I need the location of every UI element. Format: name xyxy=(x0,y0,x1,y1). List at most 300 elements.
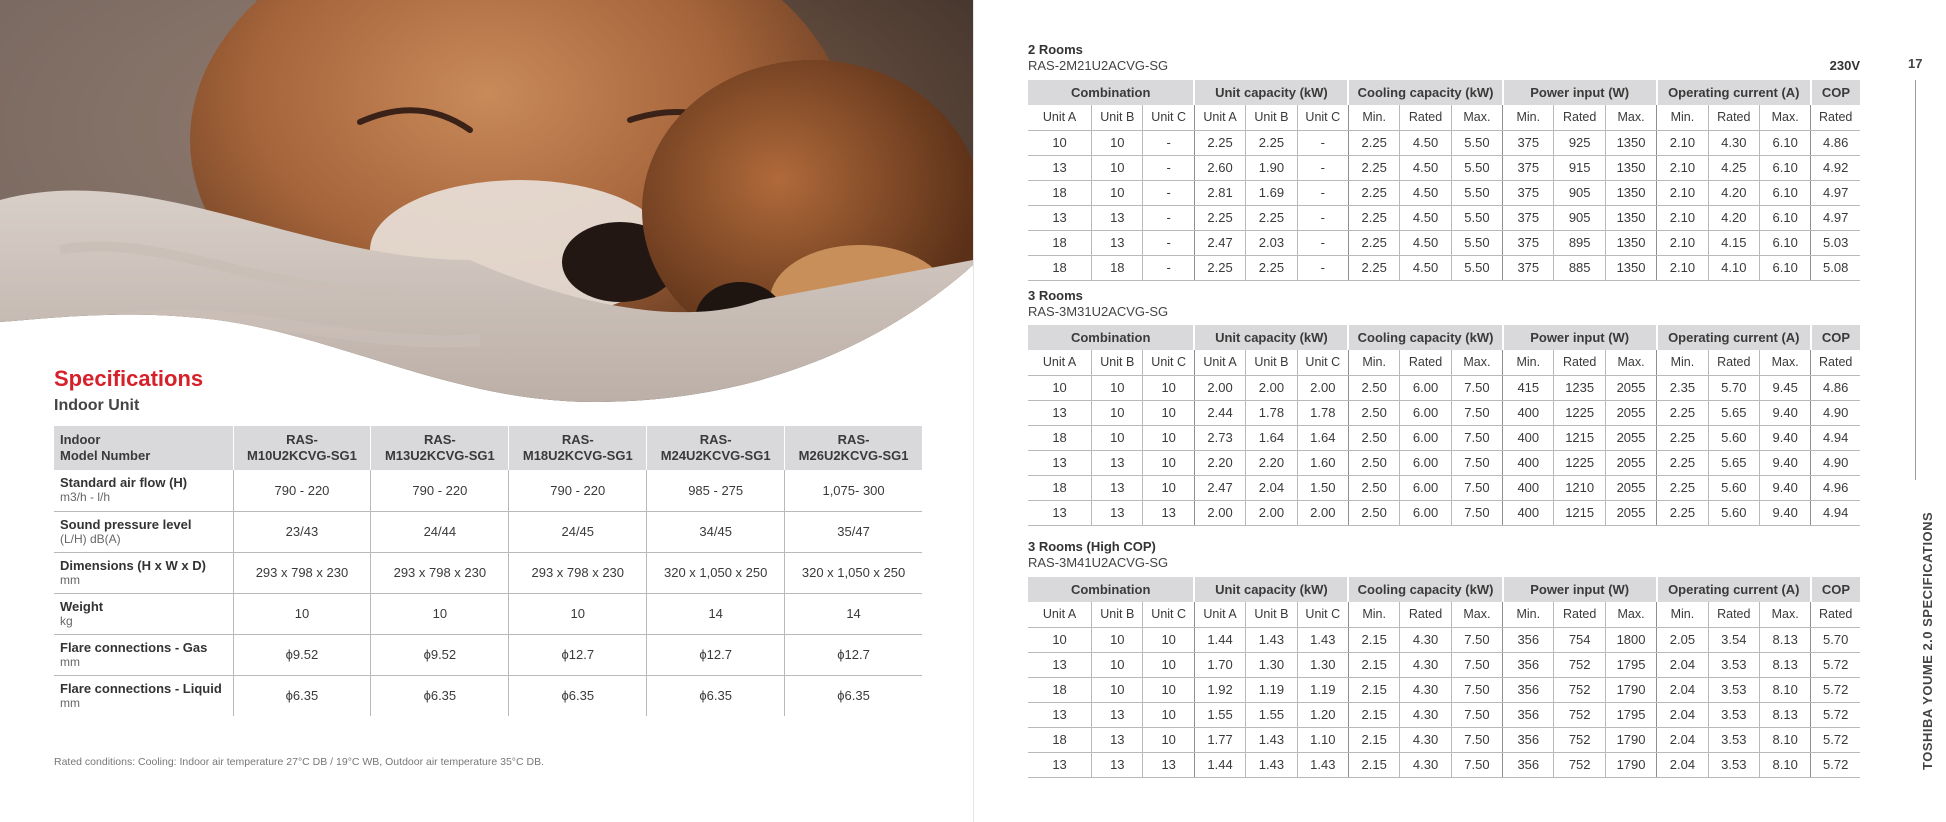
table-cell: 9.45 xyxy=(1759,375,1810,400)
table-row xyxy=(1028,205,1860,230)
table-cell: 5.72 xyxy=(1811,677,1860,702)
table-cell: 2.20 xyxy=(1246,450,1297,475)
sub-header: Unit C xyxy=(1143,350,1194,375)
sub-header: Unit B xyxy=(1092,602,1143,627)
sub-header: Rated xyxy=(1811,350,1860,375)
table-cell: 10 xyxy=(1092,130,1143,155)
table-cell: 1790 xyxy=(1605,727,1656,752)
sub-header: Max. xyxy=(1605,105,1656,130)
table-cell: 8.10 xyxy=(1759,727,1810,752)
table-cell: 2.25 xyxy=(1246,255,1297,280)
table-cell: 2.04 xyxy=(1657,702,1708,727)
group-header: Operating current (A) xyxy=(1657,80,1811,105)
table-cell: 1.78 xyxy=(1246,400,1297,425)
table-cell: 2.60 xyxy=(1194,155,1245,180)
table-cell: 1.43 xyxy=(1246,752,1297,777)
table-cell: 5.60 xyxy=(1708,425,1759,450)
table-cell: 13 xyxy=(1028,500,1092,525)
spec-unit: mm xyxy=(60,572,80,587)
table-cell: 3.53 xyxy=(1708,652,1759,677)
table-row xyxy=(1028,130,1860,155)
table-cell: - xyxy=(1143,230,1194,255)
table-cell: 13 xyxy=(1028,205,1092,230)
table-cell: - xyxy=(1297,130,1348,155)
table-cell: 6.00 xyxy=(1400,500,1451,525)
sub-header: Unit A xyxy=(1028,350,1092,375)
table-cell: 1790 xyxy=(1605,752,1656,777)
table-cell: 5.50 xyxy=(1451,130,1502,155)
table-cell: 6.00 xyxy=(1400,425,1451,450)
table-cell: 7.50 xyxy=(1451,752,1502,777)
table-cell: - xyxy=(1143,255,1194,280)
spec-value-cell: ϕ6.35 xyxy=(371,675,509,716)
table-cell: 10 xyxy=(1143,702,1194,727)
table-cell: 1.20 xyxy=(1297,702,1348,727)
table-cell: 5.60 xyxy=(1708,475,1759,500)
rated-conditions-note: Rated conditions: Cooling: Indoor air temperature 27°C DB / 19°C WB, Outdoor air temperature 35°C DB. xyxy=(54,756,544,768)
block-head-2-rooms xyxy=(1028,42,1860,73)
sub-header: Min. xyxy=(1503,350,1554,375)
table-cell: 13 xyxy=(1092,500,1143,525)
table-cell: 2.25 xyxy=(1348,230,1399,255)
table-cell: 925 xyxy=(1554,130,1605,155)
table-cell: 3.53 xyxy=(1708,727,1759,752)
sub-header: Unit B xyxy=(1246,350,1297,375)
table-cell: 2055 xyxy=(1605,375,1656,400)
table-cell: 4.30 xyxy=(1400,727,1451,752)
spec-label: Weight xyxy=(60,598,104,614)
table-cell: 4.30 xyxy=(1400,702,1451,727)
spec-value-cell: 985 - 275 xyxy=(647,470,785,511)
table-cell: 18 xyxy=(1028,255,1092,280)
table-cell: 10 xyxy=(1092,627,1143,652)
indoor-spec-row xyxy=(54,552,922,593)
spec-label-cell xyxy=(54,511,233,552)
table-cell: - xyxy=(1143,205,1194,230)
table-cell: 1800 xyxy=(1605,627,1656,652)
spec-value-cell: 293 x 798 x 230 xyxy=(371,552,509,593)
table-cell: 1.10 xyxy=(1297,727,1348,752)
spec-unit: mm xyxy=(60,654,80,669)
sub-header: Min. xyxy=(1503,105,1554,130)
hero-photo-sleeping-dog xyxy=(0,0,973,420)
table-cell: 13 xyxy=(1092,205,1143,230)
sub-header: Rated xyxy=(1811,105,1860,130)
block-title: 3 Rooms xyxy=(1028,288,1083,303)
table-cell: 2.25 xyxy=(1246,130,1297,155)
spec-value-cell: 24/45 xyxy=(509,511,647,552)
table-cell: 5.60 xyxy=(1708,500,1759,525)
table-cell: 10 xyxy=(1143,475,1194,500)
spec-value-cell: 320 x 1,050 x 250 xyxy=(785,552,922,593)
table-cell: 10 xyxy=(1092,677,1143,702)
indoor-spec-row xyxy=(54,593,922,634)
sub-header: Unit A xyxy=(1028,105,1092,130)
group-header-row xyxy=(1028,325,1860,350)
table-cell: 1.43 xyxy=(1246,627,1297,652)
table-cell: 4.10 xyxy=(1708,255,1759,280)
dog-illustration xyxy=(0,0,973,420)
spec-value-cell: ϕ12.7 xyxy=(509,634,647,675)
spec-label: Flare connections - Liquid xyxy=(60,680,222,696)
table-row xyxy=(1028,500,1860,525)
table-cell: 1350 xyxy=(1605,130,1656,155)
table-cell: 2.15 xyxy=(1348,727,1399,752)
sub-header: Rated xyxy=(1811,602,1860,627)
table-cell: 5.70 xyxy=(1811,627,1860,652)
sub-header: Unit B xyxy=(1092,105,1143,130)
table-cell: 752 xyxy=(1554,652,1605,677)
table-cell: 18 xyxy=(1028,180,1092,205)
group-header-row xyxy=(1028,80,1860,105)
indoor-header-row xyxy=(54,426,922,470)
spec-value-cell: 23/43 xyxy=(233,511,371,552)
group-header: Unit capacity (kW) xyxy=(1194,577,1348,602)
block-title: 2 Rooms xyxy=(1028,42,1083,57)
table-cell: 6.00 xyxy=(1400,450,1451,475)
table-cell: 8.13 xyxy=(1759,702,1810,727)
page-title: Specifications xyxy=(54,366,204,391)
sub-header: Rated xyxy=(1708,602,1759,627)
table-cell: 2.00 xyxy=(1297,375,1348,400)
sub-header: Unit C xyxy=(1143,602,1194,627)
table-cell: 356 xyxy=(1503,702,1554,727)
indoor-spec-row xyxy=(54,634,922,675)
table-cell: 1215 xyxy=(1554,500,1605,525)
sub-header: Rated xyxy=(1708,105,1759,130)
table-cell: 1225 xyxy=(1554,450,1605,475)
sub-header: Unit A xyxy=(1194,350,1245,375)
table-cell: 2.03 xyxy=(1246,230,1297,255)
table-cell: 13 xyxy=(1143,500,1194,525)
table-cell: 1.44 xyxy=(1194,627,1245,652)
spec-label-cell xyxy=(54,470,233,511)
table-cell: 4.86 xyxy=(1811,375,1860,400)
spec-unit: m3/h - l/h xyxy=(60,490,111,505)
table-row xyxy=(1028,425,1860,450)
table-cell: 1.64 xyxy=(1297,425,1348,450)
table-cell: 7.50 xyxy=(1451,425,1502,450)
block-head-3-rooms-high-cop xyxy=(1028,539,1860,570)
sub-header: Max. xyxy=(1451,105,1502,130)
table-cell: 13 xyxy=(1092,752,1143,777)
sub-header: Rated xyxy=(1400,602,1451,627)
table-cell: 2.00 xyxy=(1297,500,1348,525)
table-cell: 2.15 xyxy=(1348,652,1399,677)
table-cell: 375 xyxy=(1503,230,1554,255)
spec-value-cell: 14 xyxy=(785,593,922,634)
table-cell: - xyxy=(1143,155,1194,180)
table-cell: 1.30 xyxy=(1297,652,1348,677)
group-header: COP xyxy=(1811,577,1860,602)
table-cell: 2.25 xyxy=(1657,450,1708,475)
table-cell: 2.73 xyxy=(1194,425,1245,450)
sub-header: Max. xyxy=(1605,602,1656,627)
table-row xyxy=(1028,475,1860,500)
combination-table-2-rooms xyxy=(1028,80,1860,281)
spec-value-cell: 790 - 220 xyxy=(509,470,647,511)
table-cell: 5.72 xyxy=(1811,727,1860,752)
table-cell: 2.00 xyxy=(1194,375,1245,400)
group-header: Power input (W) xyxy=(1503,80,1657,105)
table-cell: 1.70 xyxy=(1194,652,1245,677)
table-cell: 752 xyxy=(1554,702,1605,727)
table-cell: 7.50 xyxy=(1451,450,1502,475)
table-cell: 2.35 xyxy=(1657,375,1708,400)
table-cell: 1.44 xyxy=(1194,752,1245,777)
sub-header: Min. xyxy=(1503,602,1554,627)
table-cell: - xyxy=(1297,230,1348,255)
table-cell: 375 xyxy=(1503,180,1554,205)
table-cell: 1795 xyxy=(1605,702,1656,727)
table-cell: 9.40 xyxy=(1759,400,1810,425)
voltage-label: 230V xyxy=(1829,58,1860,73)
spec-label-cell xyxy=(54,552,233,593)
table-cell: 4.97 xyxy=(1811,205,1860,230)
table-cell: 5.50 xyxy=(1451,230,1502,255)
table-cell: 2.15 xyxy=(1348,702,1399,727)
table-cell: 10 xyxy=(1143,727,1194,752)
table-cell: 18 xyxy=(1028,727,1092,752)
block-title: 3 Rooms (High COP) xyxy=(1028,539,1156,554)
table-cell: 2.15 xyxy=(1348,752,1399,777)
table-row xyxy=(1028,180,1860,205)
table-cell: 2.25 xyxy=(1348,155,1399,180)
table-cell: 10 xyxy=(1092,652,1143,677)
table-cell: 6.00 xyxy=(1400,375,1451,400)
table-cell: 2.25 xyxy=(1657,475,1708,500)
group-header: COP xyxy=(1811,80,1860,105)
table-cell: 1.43 xyxy=(1297,752,1348,777)
table-cell: 2.10 xyxy=(1657,205,1708,230)
table-cell: 356 xyxy=(1503,727,1554,752)
table-cell: 2.25 xyxy=(1348,205,1399,230)
sub-header: Rated xyxy=(1708,350,1759,375)
table-cell: 5.72 xyxy=(1811,702,1860,727)
table-cell: 2.81 xyxy=(1194,180,1245,205)
page-number: 17 xyxy=(1908,56,1923,71)
table-cell: 2.04 xyxy=(1657,677,1708,702)
table-cell: 2.50 xyxy=(1348,475,1399,500)
sub-header-row xyxy=(1028,350,1860,375)
table-cell: 2.00 xyxy=(1194,500,1245,525)
spec-label: Dimensions (H x W x D) xyxy=(60,557,206,573)
spec-value-cell: ϕ6.35 xyxy=(647,675,785,716)
table-cell: 4.50 xyxy=(1400,205,1451,230)
sub-header: Max. xyxy=(1759,602,1810,627)
table-row xyxy=(1028,727,1860,752)
table-cell: 5.72 xyxy=(1811,652,1860,677)
table-cell: 2.25 xyxy=(1348,130,1399,155)
combination-table-3-rooms-high-cop xyxy=(1028,577,1860,778)
table-cell: 2.10 xyxy=(1657,255,1708,280)
spec-value-cell: ϕ12.7 xyxy=(785,634,922,675)
table-cell: 1.55 xyxy=(1246,702,1297,727)
indoor-corner-header: Indoor Model Number xyxy=(54,426,233,470)
table-cell: 2.25 xyxy=(1657,400,1708,425)
table-cell: 13 xyxy=(1092,450,1143,475)
table-cell: 4.97 xyxy=(1811,180,1860,205)
table-cell: 1.78 xyxy=(1297,400,1348,425)
table-cell: 10 xyxy=(1143,375,1194,400)
table-cell: 8.13 xyxy=(1759,652,1810,677)
table-cell: 1.90 xyxy=(1246,155,1297,180)
table-cell: 4.50 xyxy=(1400,130,1451,155)
table-cell: 2.04 xyxy=(1657,652,1708,677)
table-cell: 7.50 xyxy=(1451,475,1502,500)
table-cell: 2.47 xyxy=(1194,475,1245,500)
indoor-spec-row xyxy=(54,470,922,511)
indoor-spec-row xyxy=(54,675,922,716)
table-cell: 400 xyxy=(1503,400,1554,425)
table-cell: 7.50 xyxy=(1451,702,1502,727)
table-cell: 375 xyxy=(1503,205,1554,230)
table-cell: 2.25 xyxy=(1657,500,1708,525)
combination-table-3-rooms xyxy=(1028,325,1860,526)
table-row xyxy=(1028,652,1860,677)
table-cell: 5.65 xyxy=(1708,450,1759,475)
table-cell: 5.70 xyxy=(1708,375,1759,400)
table-cell: 885 xyxy=(1554,255,1605,280)
table-cell: 4.30 xyxy=(1708,130,1759,155)
group-header: Power input (W) xyxy=(1503,577,1657,602)
spec-unit: (L/H) dB(A) xyxy=(60,531,121,546)
table-cell: 10 xyxy=(1143,400,1194,425)
table-cell: 1790 xyxy=(1605,677,1656,702)
table-cell: 1.43 xyxy=(1297,627,1348,652)
table-cell: 400 xyxy=(1503,450,1554,475)
group-header: Cooling capacity (kW) xyxy=(1348,80,1502,105)
table-cell: 10 xyxy=(1092,155,1143,180)
table-row xyxy=(1028,627,1860,652)
table-row xyxy=(1028,677,1860,702)
sub-header: Max. xyxy=(1759,350,1810,375)
table-cell: 1.77 xyxy=(1194,727,1245,752)
group-header: Combination xyxy=(1028,577,1194,602)
table-cell: 752 xyxy=(1554,677,1605,702)
table-cell: 13 xyxy=(1028,400,1092,425)
block-model: RAS-3M41U2ACVG-SG xyxy=(1028,555,1169,570)
table-cell: 13 xyxy=(1092,230,1143,255)
table-cell: 2.25 xyxy=(1348,255,1399,280)
table-cell: 2.04 xyxy=(1657,752,1708,777)
table-cell: 4.90 xyxy=(1811,450,1860,475)
table-cell: 7.50 xyxy=(1451,500,1502,525)
table-cell: 1.19 xyxy=(1246,677,1297,702)
table-cell: 2.25 xyxy=(1194,130,1245,155)
model-header: RAS- M13U2KCVG-SG1 xyxy=(371,426,509,470)
spec-value-cell: ϕ6.35 xyxy=(233,675,371,716)
table-row xyxy=(1028,450,1860,475)
table-cell: 4.25 xyxy=(1708,155,1759,180)
spec-value-cell: ϕ12.7 xyxy=(647,634,785,675)
sub-header: Unit C xyxy=(1297,602,1348,627)
table-cell: 8.10 xyxy=(1759,752,1810,777)
table-cell: 7.50 xyxy=(1451,677,1502,702)
table-cell: 375 xyxy=(1503,130,1554,155)
table-cell: 4.94 xyxy=(1811,425,1860,450)
table-cell: 356 xyxy=(1503,752,1554,777)
sub-header-row xyxy=(1028,105,1860,130)
table-cell: 2.50 xyxy=(1348,400,1399,425)
table-cell: 13 xyxy=(1028,450,1092,475)
table-cell: 2.10 xyxy=(1657,180,1708,205)
table-cell: 415 xyxy=(1503,375,1554,400)
table-cell: 1350 xyxy=(1605,255,1656,280)
table-row xyxy=(1028,230,1860,255)
spec-value-cell: 293 x 798 x 230 xyxy=(509,552,647,593)
table-cell: 4.20 xyxy=(1708,180,1759,205)
sub-header: Max. xyxy=(1759,105,1810,130)
table-cell: 1.43 xyxy=(1246,727,1297,752)
group-header: COP xyxy=(1811,325,1860,350)
table-cell: 10 xyxy=(1092,425,1143,450)
sub-header: Rated xyxy=(1554,105,1605,130)
table-cell: 6.10 xyxy=(1759,155,1810,180)
spec-value-cell: 320 x 1,050 x 250 xyxy=(647,552,785,593)
table-cell: 7.50 xyxy=(1451,375,1502,400)
table-cell: 752 xyxy=(1554,727,1605,752)
table-cell: 13 xyxy=(1092,727,1143,752)
table-cell: 905 xyxy=(1554,180,1605,205)
table-cell: - xyxy=(1297,180,1348,205)
sub-header: Min. xyxy=(1657,602,1708,627)
table-cell: - xyxy=(1143,130,1194,155)
table-cell: 2.10 xyxy=(1657,155,1708,180)
sub-header: Min. xyxy=(1348,105,1399,130)
sub-header-row xyxy=(1028,602,1860,627)
table-cell: 2.04 xyxy=(1657,727,1708,752)
sub-header: Rated xyxy=(1400,350,1451,375)
sub-header: Unit B xyxy=(1092,350,1143,375)
sub-header: Unit C xyxy=(1143,105,1194,130)
table-cell: 400 xyxy=(1503,475,1554,500)
table-cell: 10 xyxy=(1028,130,1092,155)
spec-value-cell: 293 x 798 x 230 xyxy=(233,552,371,593)
table-cell: 2.25 xyxy=(1246,205,1297,230)
table-cell: 10 xyxy=(1092,180,1143,205)
sub-header: Rated xyxy=(1400,105,1451,130)
table-cell: 4.30 xyxy=(1400,677,1451,702)
spec-value-cell: ϕ6.35 xyxy=(509,675,647,716)
table-cell: 9.40 xyxy=(1759,475,1810,500)
sub-header: Unit C xyxy=(1297,350,1348,375)
table-cell: 5.50 xyxy=(1451,155,1502,180)
table-row xyxy=(1028,400,1860,425)
table-cell: 1350 xyxy=(1605,230,1656,255)
spec-label-cell xyxy=(54,675,233,716)
table-cell: 400 xyxy=(1503,500,1554,525)
table-cell: 4.90 xyxy=(1811,400,1860,425)
table-cell: 2.44 xyxy=(1194,400,1245,425)
table-cell: 4.86 xyxy=(1811,130,1860,155)
model-header: RAS- M10U2KCVG-SG1 xyxy=(233,426,371,470)
sub-header: Rated xyxy=(1554,602,1605,627)
table-cell: 2055 xyxy=(1605,475,1656,500)
table-cell: 2.20 xyxy=(1194,450,1245,475)
table-cell: 3.53 xyxy=(1708,702,1759,727)
table-cell: 10 xyxy=(1143,627,1194,652)
table-cell: 915 xyxy=(1554,155,1605,180)
group-header: Unit capacity (kW) xyxy=(1194,325,1348,350)
table-cell: - xyxy=(1297,205,1348,230)
table-cell: 13 xyxy=(1028,652,1092,677)
table-cell: 10 xyxy=(1143,450,1194,475)
page-divider xyxy=(973,0,974,822)
table-cell: 3.53 xyxy=(1708,677,1759,702)
table-cell: 2.00 xyxy=(1246,375,1297,400)
table-cell: 4.20 xyxy=(1708,205,1759,230)
